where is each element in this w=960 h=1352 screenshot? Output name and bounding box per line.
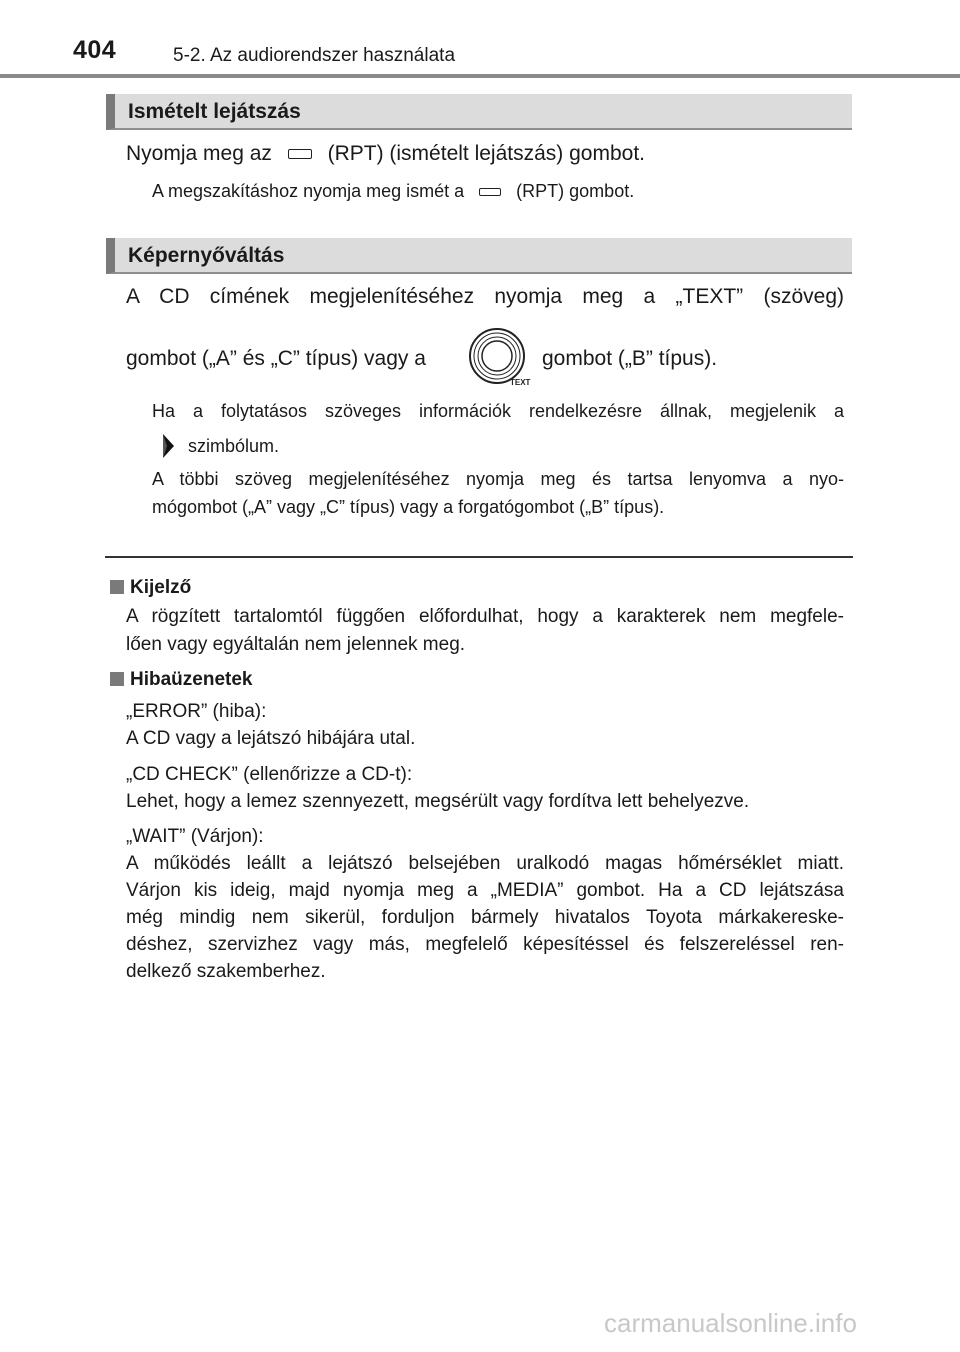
wait-text-line5: delkező szakemberhez. xyxy=(126,961,326,982)
display-heading-text: Kijelző xyxy=(130,577,192,598)
section-bar-repeat xyxy=(106,94,852,130)
wait-text-line3: még mindig nem sikerül, forduljon bármely hivatalos Toyota márkakereske- xyxy=(126,907,844,928)
repeat-cancel-before: A megszakításhoz nyomja meg ismét a xyxy=(152,181,465,201)
section-title-repeat: Ismételt lejátszás xyxy=(128,100,301,123)
repeat-instruction xyxy=(126,142,645,166)
square-bullet-icon xyxy=(110,580,124,594)
screen-instruction-line2-before: gombot („A” és „C” típus) vagy a xyxy=(126,347,426,370)
knob-label: TEXT xyxy=(510,378,531,387)
cd-check-text: Lehet, hogy a lemez szennyezett, megsérült vagy fordítva lett behelyezve. xyxy=(126,791,750,812)
section-divider xyxy=(105,556,853,558)
page-header xyxy=(0,0,960,80)
square-bullet-icon xyxy=(110,672,124,686)
more-text-note-line2: mógombot („A” vagy „C” típus) vagy a forgatógombot („B” típus). xyxy=(152,497,665,517)
chapter-title: 5-2. Az audiorendszer használata xyxy=(173,45,456,66)
repeat-cancel-after: (RPT) gombot. xyxy=(516,181,635,201)
arrow-right-icon xyxy=(160,432,176,460)
section-title-screen: Képernyőváltás xyxy=(128,244,285,267)
repeat-cancel-note xyxy=(152,181,634,202)
errors-heading-text: Hibaüzenetek xyxy=(130,669,253,690)
screen-instruction-line1: A CD címének megjelenítéséhez nyomja meg a „TEXT” (szöveg) xyxy=(126,285,844,308)
more-text-note-line1: A többi szöveg megjelenítéséhez nyomja meg és tartsa lenyomva a nyo- xyxy=(152,469,844,489)
repeat-instruction-before: Nyomja meg az xyxy=(126,142,272,165)
rpt-button-icon xyxy=(288,149,312,159)
wait-title: „WAIT” (Várjon): xyxy=(126,826,264,847)
wait-text-line2: Várjon kis ideig, majd nyomja meg a „MEDIA” gombot. Ha a CD lejátszása xyxy=(126,880,844,901)
section-bar-screen xyxy=(106,238,852,274)
display-note-line1: A rögzített tartalomtól függően előfordulhat, hogy a karakterek nem megfele- xyxy=(126,606,844,627)
header-rule xyxy=(0,74,960,78)
watermark: carmanualsonline.info xyxy=(604,1308,857,1338)
wait-text-line1: A működés leállt a lejátszó belsejében uralkodó magas hőmérséklet miatt. xyxy=(126,853,844,874)
text-knob-icon xyxy=(466,326,534,388)
screen-instruction-line2-after: gombot („B” típus). xyxy=(542,347,718,370)
continuation-note-line1: Ha a folytatásos szöveges információk rendelkezésre állnak, megjelenik a xyxy=(152,401,844,421)
error-text: A CD vagy a lejátszó hibájára utal. xyxy=(126,728,416,749)
cd-check-title: „CD CHECK” (ellenőrizze a CD-t): xyxy=(126,764,413,785)
error-title: „ERROR” (hiba): xyxy=(126,701,267,722)
rpt-button-icon xyxy=(479,188,501,196)
page-number: 404 xyxy=(73,36,117,64)
wait-text-line4: déshez, szervizhez vagy más, megfelelő képesítéssel és felszereléssel ren- xyxy=(126,934,844,955)
continuation-note-line2: szimbólum. xyxy=(188,436,280,456)
display-heading xyxy=(110,577,191,599)
errors-heading xyxy=(110,669,252,691)
repeat-instruction-after: (RPT) (ismételt lejátszás) gombot. xyxy=(327,142,645,165)
display-note-line2: lően vagy egyáltalán nem jelennek meg. xyxy=(126,634,466,655)
